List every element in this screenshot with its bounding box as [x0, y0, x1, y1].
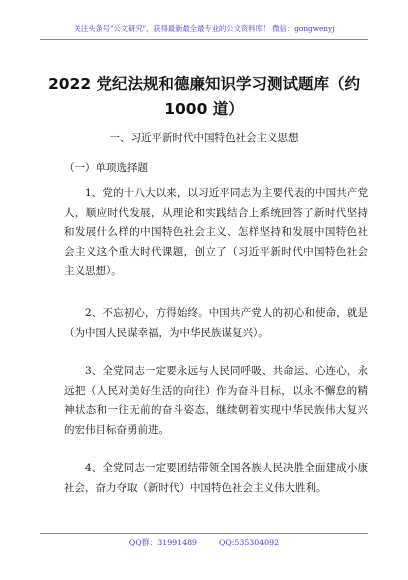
header-divider — [40, 39, 368, 40]
question-paragraph-4: 4、全党同志一定要团结带领全国各族人民决胜全面建成小康社会，奋力夺取（新时代）中国特色社会主义伟大胜利。 — [64, 462, 368, 494]
footer-qq-number: QQ:535304092 — [219, 538, 280, 547]
question-paragraph-3: 3、全党同志一定要永远与人民同呼吸、共命运、心连心，永远把（人民对美好生活的向往）作为奋斗目标，以永不懈怠的精神状态和一往无前的奋斗姿态，继续朝着实现中华民族伟大复兴的宏伟目标奋勇前进。 — [64, 365, 368, 436]
question-paragraph-2: 2、不忘初心，方得始终。中国共产党人的初心和使命，就是（为中国人民谋幸福，为中华民族谋复兴）。 — [64, 307, 368, 339]
subsection-heading: （一）单项选择题 — [64, 162, 148, 174]
section-heading: 一、习近平新时代中国特色社会主义思想 — [109, 132, 299, 144]
footer-divider — [40, 533, 368, 534]
question-paragraph-1: 1、党的十八大以来，以习近平同志为主要代表的中国共产党人，顺应时代发展，从理论和实践结合上系统回答了新时代坚持和发展什么样的中国特色社会主义、怎样坚持和发展中国特色社会主义这个重大时代课题，创立了（习近平新时代中国特色社会主义思想）。 — [64, 187, 368, 277]
document-title: 2022 党纪法规和德廉知识学习测试题库（约1000 道） — [47, 75, 361, 118]
footer-qq-group: QQ群：31991489 — [128, 538, 197, 547]
page-header: 关注头条号"公文研究"，获得最新最全最专业的公文资料库！ 微信：gongwenyj — [73, 24, 335, 33]
page-footer — [40, 538, 368, 548]
